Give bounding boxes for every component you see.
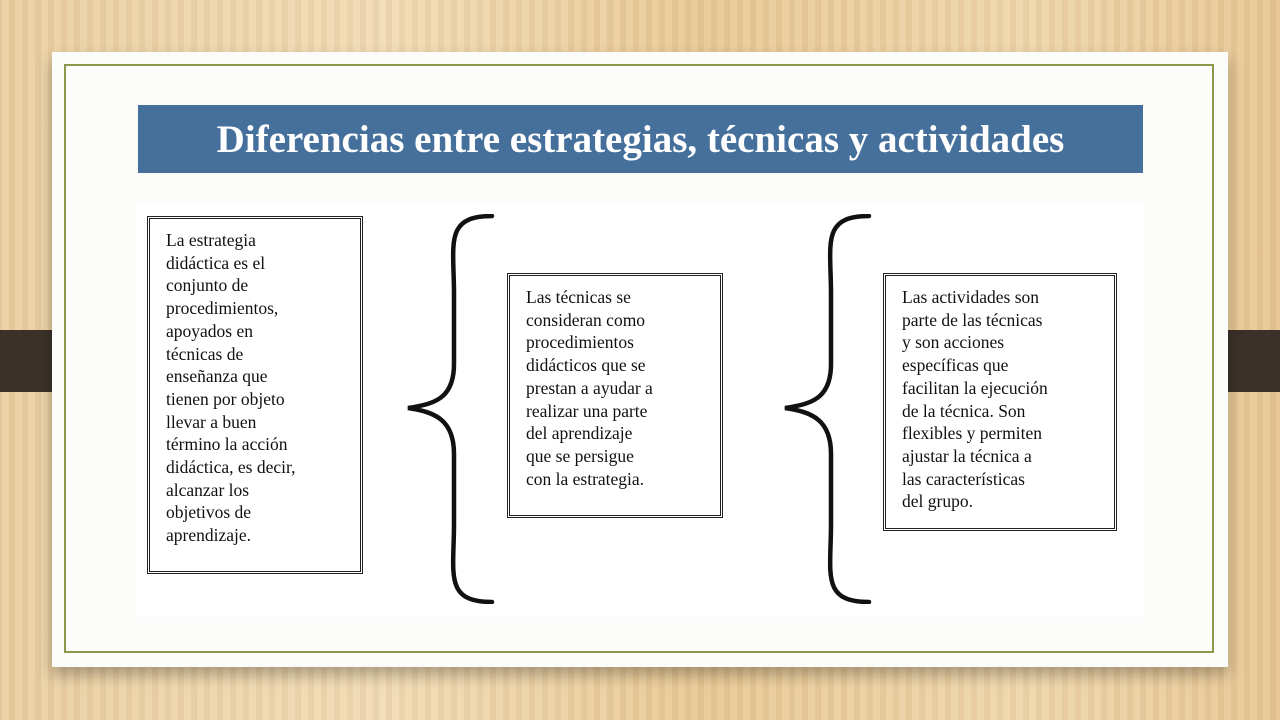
- slide-card: [52, 52, 1228, 667]
- box-tecnicas-text: Las técnicas se consideran como procedimientos didácticos que se prestan a ayudar a realizar una parte del aprendizaje que se persigue con la estrategia.: [526, 287, 653, 489]
- box-tecnicas: [507, 273, 723, 518]
- box-actividades: [883, 273, 1117, 531]
- box-estrategia-text: La estrategia didáctica es el conjunto de procedimientos, apoyados en técnicas de enseñanza que tienen por objeto llevar a buen término la acción didáctica, es decir, alcanzar los objetivos de aprendizaje.: [166, 230, 296, 546]
- box-actividades-text: Las actividades son parte de las técnicas y son acciones específicas que facilitan la ejecución de la técnica. Son flexibles y permiten ajustar la técnica a las características del grupo.: [902, 287, 1048, 512]
- slide-title: Diferencias entre estrategias, técnicas y actividades: [216, 117, 1065, 161]
- title-bar: [138, 105, 1143, 173]
- diagram-area: [136, 202, 1144, 617]
- box-estrategia: [147, 216, 363, 574]
- brace-right: [781, 214, 875, 604]
- brace-left: [404, 214, 498, 604]
